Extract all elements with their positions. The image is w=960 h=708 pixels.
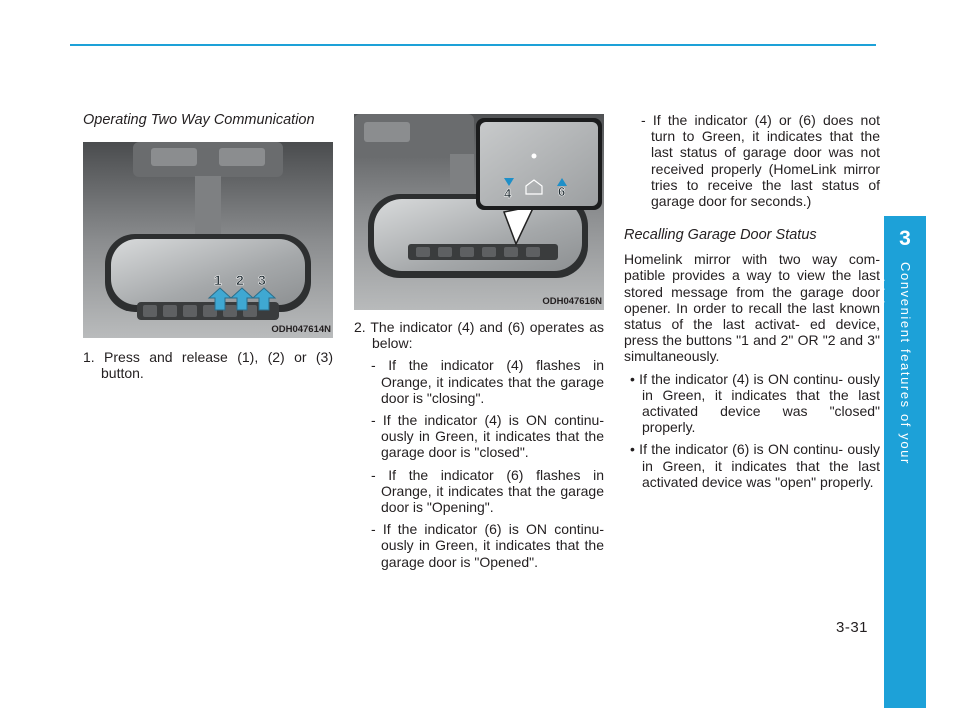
section-heading-recall: Recalling Garage Door Status [624,227,817,244]
dash-item: - If the indicator (4) or (6) does not turn to Green, it indicates that the last status of garage door was not received properly (HomeLink mirror tries to receive the last status of garage door for seconds.) [641,112,880,210]
dash-item: - If the indicator (6) is ON continu- ously in Green, it indicates that the garage door is "Opened". [371,521,604,570]
column-3 [624,100,880,490]
dash-item: - If the indicator (6) flashes in Orange, it indicates that the garage door is "Opening". [371,466,604,516]
figure-label: 2 [236,272,244,288]
section-heading-two-way: Operating Two Way Communication [83,112,315,128]
page-number: 3-31 [836,619,869,636]
column-2 [354,114,604,570]
figure-code-1: ODH047614N [271,324,331,335]
header-rule [70,44,876,46]
figure-label: 3 [258,272,266,288]
mirror-illustration [83,142,333,338]
mirror-indicator-illustration [354,114,604,310]
step-1: 1. Press and release (1), (2) or (3) button. [83,349,333,382]
dash-item: - If the indicator (4) is ON continu- ously in Green, it indicates that the garage door is "closed". [371,412,604,461]
figure-label: 4 [504,186,512,201]
step-2: 2. The indicator (4) and (6) operates as below: [354,319,604,352]
figure-code-2: ODH047616N [542,296,602,307]
chapter-number: 3 [899,227,911,250]
figure-label: 6 [558,184,566,199]
chapter-tab [872,216,926,708]
bullet-item: • If the indicator (6) is ON continu- ously in Green, it indicates that the last activated device was "open" properly. [630,441,880,490]
chapter-title: Convenient features of your vehicle [872,262,913,465]
mirror-figure-2 [354,114,604,310]
dash-item: - If the indicator (4) flashes in Orange, it indicates that the garage door is "closing". [371,357,604,406]
body-paragraph: Homelink mirror with two way com- patible provides a way to view the last stored message from the garage door opener. In order to recall the last known status of the last activat- ed device, press the buttons "1 and 2" OR "2 and 3" simultaneously. [624,251,880,365]
bullet-item: • If the indicator (4) is ON continu- ously in Green, it indicates that the last activated device was "closed" properly. [630,370,880,436]
mirror-figure-1 [83,142,333,338]
column-1 [83,100,333,381]
figure-label: 1 [214,272,222,288]
